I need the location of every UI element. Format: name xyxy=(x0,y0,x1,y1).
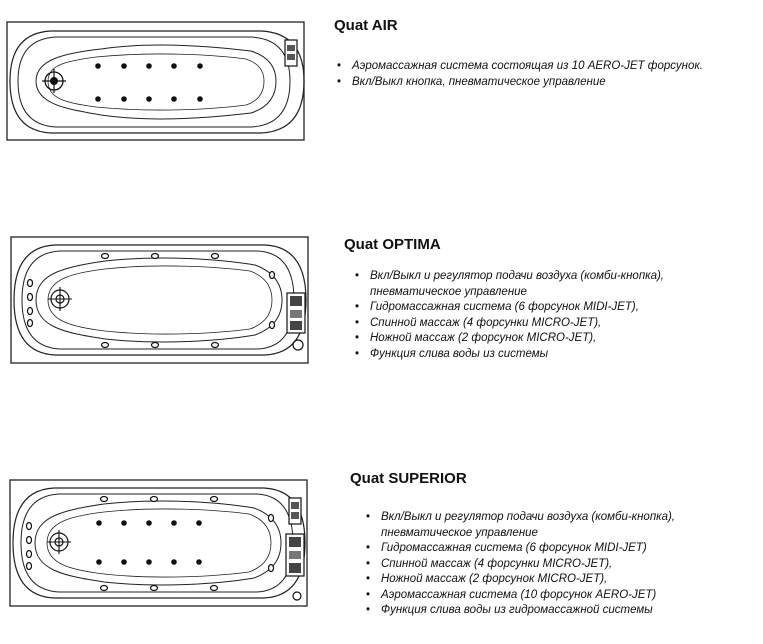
feature-item: • Аэромассажная система (10 форсунок AERO-JET) xyxy=(366,588,696,604)
control-panel-icon xyxy=(286,498,304,576)
feature-item: • Гидромассажная система (6 форсунок MIDI-JET), xyxy=(355,300,685,316)
bathtub-diagram-superior-icon xyxy=(9,478,309,608)
micro-jet-group xyxy=(27,497,274,591)
feature-item: • Спинной массаж (4 форсунки MICRO-JET), xyxy=(355,316,685,332)
feature-list xyxy=(366,510,696,619)
feature-item: • Функция слива воды из системы xyxy=(355,347,685,363)
feature-item: • Вкл/Выкл и регулятор подачи воздуха (комби-кнопка), пневматическое управление xyxy=(355,269,685,300)
drain-crosshair-icon xyxy=(47,530,71,554)
feature-item: • Спинной массаж (4 форсунки MICRO-JET), xyxy=(366,557,696,573)
feature-item: • Ножной массаж (2 форсунок MICRO-JET), xyxy=(366,572,696,588)
feature-item: • Гидромассажная система (6 форсунок MIDI-JET) xyxy=(366,541,696,557)
section-title: Quat AIR xyxy=(334,17,398,34)
feature-item: • Вкл/Выкл и регулятор подачи воздуха (комби-кнопка), пневматическое управление xyxy=(366,510,696,541)
feature-item: • Ножной массаж (2 форсунок MICRO-JET), xyxy=(355,331,685,347)
section-title: Quat OPTIMA xyxy=(344,236,441,253)
section-title: Quat SUPERIOR xyxy=(350,470,467,487)
aero-jet-group xyxy=(96,520,202,565)
feature-item: • Функция слива воды из гидромассажной системы xyxy=(366,603,696,619)
feature-item: • Аэромассажная система состоящая из 10 AERO-JET форсунок. xyxy=(337,59,757,75)
feature-item: • Вкл/Выкл кнопка, пневматическое управление xyxy=(337,75,757,91)
